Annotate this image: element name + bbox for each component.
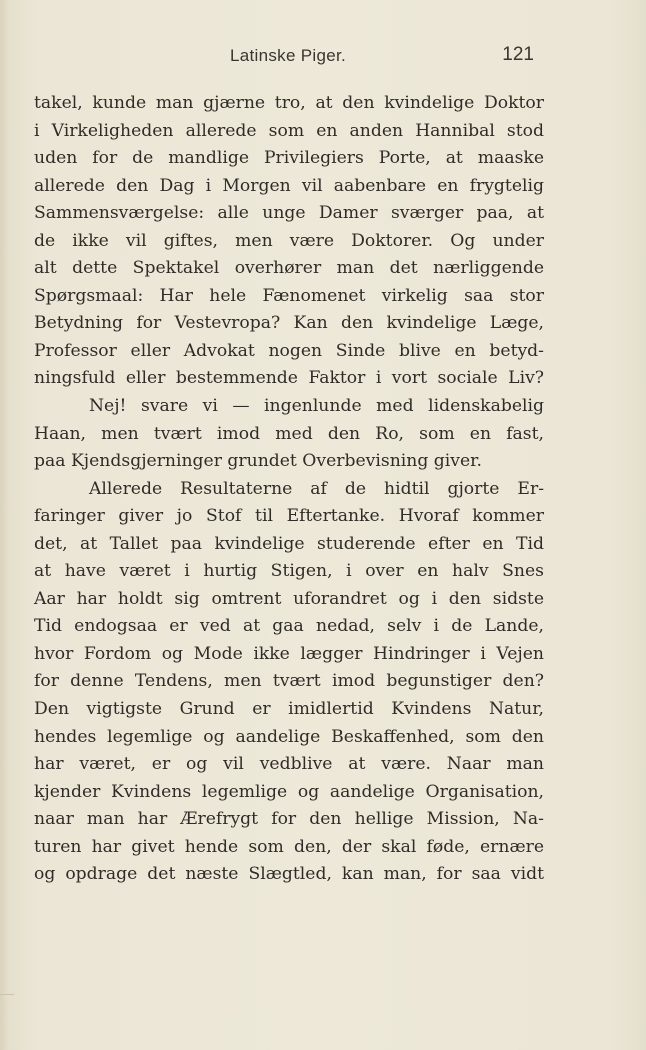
text-line: takel, kunde man gjærne tro, at den kvindelige Doktor [34, 93, 544, 113]
text-line: Sammensværgelse: alle unge Damer sværger paa, at [34, 203, 544, 224]
text-line: Den vigtigste Grund er imidlertid Kvindens Natur, [34, 699, 544, 720]
margin-scan-mark [0, 994, 14, 995]
text-line: hvor Fordom og Mode ikke lægger Hindringer i Vejen [34, 643, 544, 664]
text-line: kjender Kvindens legemlige og aandelige Organisation, [34, 781, 544, 802]
text-line: Tid endogsaa er ved at gaa nedad, selv i de Lande, [34, 616, 544, 637]
text-line: turen har givet hende som den, der skal føde, ernære [34, 836, 544, 857]
text-line: Haan, men tvært imod med den Ro, som en fast, [34, 423, 544, 444]
paragraph-last-line: paa Kjendsgjerninger grundet Overbevisning giver. [34, 451, 482, 472]
text-line: Spørgsmaal: Har hele Fænomenet virkelig saa stor [34, 285, 544, 306]
text-line: har været, er og vil vedblive at være. Naar man [34, 754, 544, 775]
text-line: hendes legemlige og aandelige Beskaffenhed, som den [34, 726, 544, 747]
paragraph-first-line: Nej! svare vi — ingenlunde med lidenskabelig [89, 396, 544, 417]
running-title: Latinske Piger. [229, 46, 346, 65]
text-line: alt dette Spektakel overhører man det nærliggende [34, 258, 544, 279]
text-line: og opdrage det næste Slægtled, kan man, for saa vidt [34, 864, 544, 885]
text-line: faringer giver jo Stof til Eftertanke. Hvoraf kommer [34, 506, 544, 527]
text-line: uden for de mandlige Privilegiers Porte, at maaske [34, 148, 544, 169]
page-header [36, 46, 540, 72]
text-line: det, at Tallet paa kvindelige studerende efter en Tid [34, 533, 544, 554]
page-gutter-shade [0, 0, 8, 1050]
text-line: ningsfuld eller bestemmende Faktor i vort sociale Liv? [34, 368, 544, 389]
text-line: at have været i hurtig Stigen, i over en halv Snes [34, 561, 544, 582]
page-number: 121 [502, 44, 534, 65]
text-line: Betydning for Vestevropa? Kan den kvindelige Læge, [34, 313, 544, 334]
text-line: Professor eller Advokat nogen Sinde blive en betyd- [34, 340, 544, 361]
text-line: de ikke vil giftes, men være Doktorer. Og under [34, 230, 544, 251]
paragraph-first-line: Allerede Resultaterne af de hidtil gjorte Er- [89, 478, 544, 499]
body-text [34, 90, 544, 889]
text-line: Aar har holdt sig omtrent uforandret og i den sidste [34, 588, 544, 609]
text-line: allerede den Dag i Morgen vil aabenbare en frygtelig [34, 175, 544, 196]
text-line: i Virkeligheden allerede som en anden Hannibal stod [34, 120, 544, 141]
text-line: naar man har Ærefrygt for den hellige Mission, Na- [34, 809, 544, 830]
text-line: for denne Tendens, men tvært imod begunstiger den? [34, 671, 544, 692]
